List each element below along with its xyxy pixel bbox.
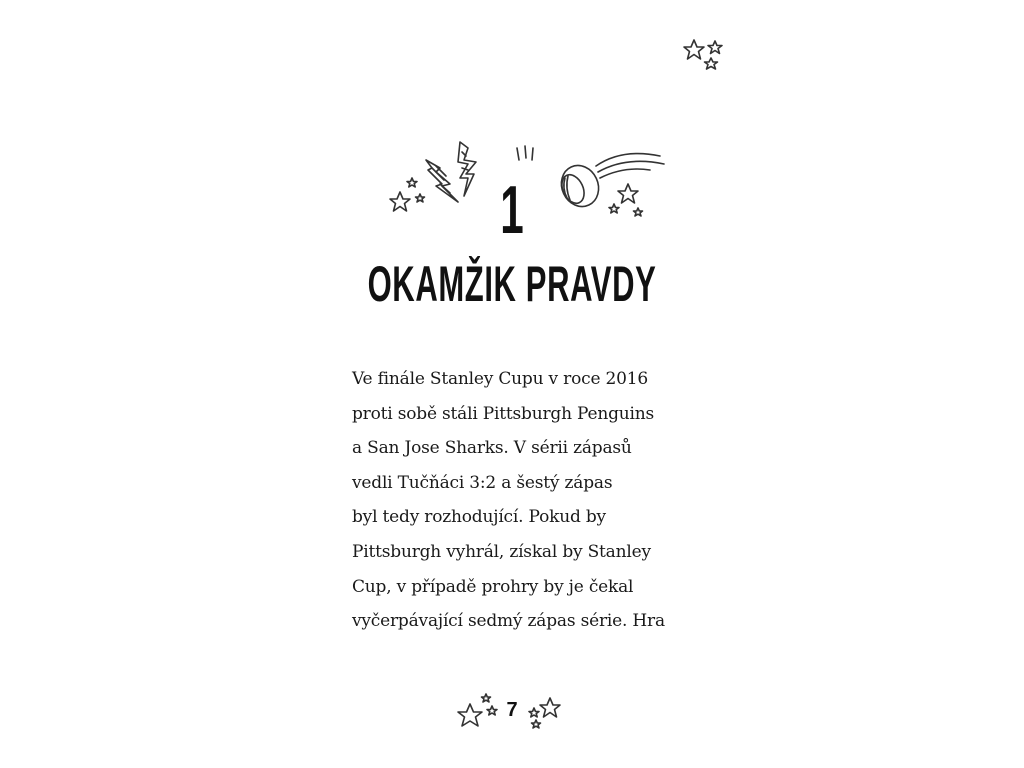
body-line: Pittsburgh vyhrál, získal by Stanley	[352, 541, 651, 562]
body-line: byl tedy rozhodující. Pokud by	[352, 507, 606, 528]
body-line: a San Jose Sharks. V sérii zápasů	[352, 438, 632, 459]
chapter-number: 1	[500, 172, 524, 248]
body-paragraph	[352, 362, 692, 639]
stars-doodle-footer-right	[524, 692, 568, 732]
body-line: proti sobě stáli Pittsburgh Penguins	[352, 403, 655, 424]
body-line: Ve finále Stanley Cupu v roce 2016	[352, 369, 648, 389]
chapter-title: OKAMŽIK PRAVDY	[367, 256, 657, 312]
body-line: vyčerpávající sedmý zápas série. Hra	[352, 611, 665, 632]
stars-doodle-top-right	[682, 36, 730, 76]
body-line: vedli Tučňáci 3:2 a šestý zápas	[352, 472, 613, 493]
page-number: 7	[506, 699, 518, 721]
body-line: Cup, v případě prohry by je čekal	[352, 576, 634, 597]
